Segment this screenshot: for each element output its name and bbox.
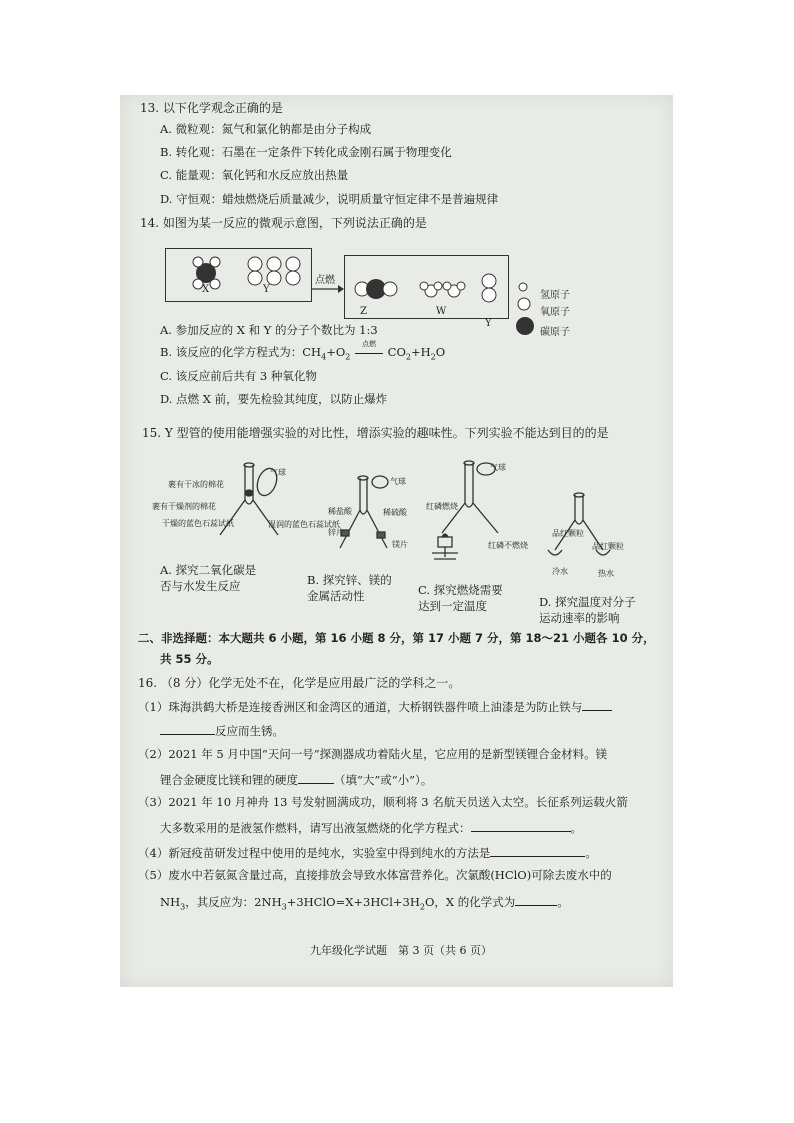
atom-legend-symbols [516, 282, 538, 338]
fig-d-caption-line1: D. 探究温度对分子 [539, 595, 636, 609]
label-w: W [436, 306, 447, 317]
q16-part2-line2: 锂合金硬度比镁和锂的硬度 （填“大”或“小”）。 [160, 773, 433, 787]
q13-option-a: A. 微粒观：氮气和氯化钠都是由分子构成 [160, 122, 372, 136]
q14-option-d: D. 点燃 X 前，要先检验其纯度，以防止爆炸 [160, 392, 388, 406]
q16-part1-blank-a[interactable] [582, 698, 612, 711]
q16-part1-line1: （1）珠海洪鹤大桥是连接香洲区和金湾区的通道，大桥钢铁器件喷上油漆是为防止铁与 [138, 698, 612, 715]
fig-a-label-balloon: 气球 [270, 468, 286, 477]
fig-c-label-balloon: 气球 [490, 463, 506, 472]
q16-part4-blank[interactable] [490, 844, 585, 857]
exam-page [120, 95, 673, 987]
reactants-molecules [165, 248, 310, 300]
legend-hydrogen: 氢原子 [540, 290, 570, 301]
q16-part2-line1: （2）2021 年 5 月中国“天问一号”探测器成功着陆火星，它应用的是新型镁锂合金材料。镁 [138, 747, 608, 761]
q15-stem: 15. Y 型管的使用能增强实验的对比性，增添实验的趣味性。下列实验不能达到目的的是 [142, 426, 609, 440]
reaction-arrow [312, 285, 344, 293]
q16-part3-blank[interactable] [471, 819, 571, 832]
section2-heading-line2: 共 55 分。 [160, 652, 219, 666]
arrow-condition: 点燃 [315, 275, 335, 286]
q13-stem: 13. 以下化学观念正确的是 [140, 101, 283, 115]
fig-d-label-dye-left: 品红颗粒 [552, 529, 584, 538]
fig-b-caption-line2: 金属活动性 [307, 589, 365, 603]
fig-b-caption-line1: B. 探究锌、镁的 [307, 573, 392, 587]
fig-a-caption-line1: A. 探究二氧化碳是 [160, 563, 257, 577]
page-footer: 九年级化学试题 第 3 页（共 6 页） [310, 944, 492, 957]
fig-c-label-not-burning: 红磷不燃烧 [488, 541, 528, 550]
fig-b-label-zinc: 锌片 [328, 528, 344, 537]
fig-a-label-wet-litmus: 湿润的蓝色石蕊试纸 [268, 520, 340, 529]
section2-heading-line1: 二、非选择题：本大题共 6 小题，第 16 小题 8 分，第 17 小题 7 分，第 18～21 小题各 10 分， [138, 631, 655, 645]
q16-part5-blank[interactable] [515, 893, 557, 906]
fig-b-label-h2so4: 稀硫酸 [383, 508, 407, 517]
fig-c-label-burning: 红磷燃烧 [426, 502, 458, 511]
fig-d-caption-line2: 运动速率的影响 [539, 611, 620, 625]
q14-stem: 14. 如图为某一反应的微观示意图，下列说法正确的是 [140, 216, 427, 230]
q16-part4: （4）新冠疫苗研发过程中使用的是纯水，实验室中得到纯水的方法是 。 [138, 846, 597, 860]
equation-condition: 点燃 [362, 340, 377, 348]
q16-part1-line2: 反应而生锈。 [160, 722, 284, 739]
q14-option-b: B. 该反应的化学方程式为：$CH_4+O_2$ 点燃 $CO_2+H_2O$ [160, 345, 445, 364]
legend-oxygen: 氧原子 [540, 307, 570, 318]
fig-d-label-hot: 热水 [598, 569, 614, 578]
fig-c-caption-line2: 达到一定温度 [418, 599, 487, 613]
fig-b-label-balloon: 气球 [390, 477, 406, 486]
label-y-right: Y [485, 318, 492, 329]
q16-part5-line2: $NH_3$，其反应为：$2NH_3+3HClO=X+3HCl+3H_2O$，X 的化学式为 。 [160, 895, 569, 912]
fig-a-label-dry-ice-cotton: 裹有干冰的棉花 [168, 480, 224, 489]
q16-part3-line1: （3）2021 年 10 月神舟 13 号发射圆满成功，顺利将 3 名航天员送入太空。长征系列运载火箭 [138, 795, 628, 809]
label-z: Z [360, 306, 367, 317]
q16-part5-line1: （5）废水中若氨氮含量过高，直接排放会导致水体富营养化。次氯酸(HClO)可除去废水中的 [138, 868, 612, 882]
q14-option-c: C. 该反应前后共有 3 种氧化物 [160, 369, 317, 383]
fig-b-label-mg: 镁片 [392, 540, 408, 549]
label-y-left: Y [263, 284, 270, 295]
q13-option-b: B. 转化观：石墨在一定条件下转化成金刚石属于物理变化 [160, 145, 452, 159]
fig-c-caption-line1: C. 探究燃烧需要 [418, 583, 503, 597]
fig-d-label-cold: 冷水 [552, 567, 568, 576]
q16-part2-blank[interactable] [298, 771, 334, 784]
q16-part1-blank-b[interactable] [160, 722, 215, 735]
q13-option-d: D. 守恒观：蜡烛燃烧后质量减少，说明质量守恒定律不是普遍规律 [160, 192, 499, 206]
label-x: X [202, 284, 210, 295]
fig-a-label-desiccant-cotton: 裹有干燥剂的棉花 [152, 502, 216, 511]
fig-b-label-hcl: 稀盐酸 [328, 507, 352, 516]
q16-stem: 16. （8 分）化学无处不在，化学是应用最广泛的学科之一。 [138, 676, 461, 690]
legend-carbon: 碳原子 [540, 327, 570, 338]
fig-d-label-dye-right: 品红颗粒 [592, 542, 624, 551]
fig-a-label-dry-litmus: 干燥的蓝色石蕊试纸 [162, 519, 234, 528]
products-molecules [344, 255, 507, 317]
q16-part3-line2: 大多数采用的是液氢作燃料，请写出液氢燃烧的化学方程式： 。 [160, 821, 582, 835]
q14-option-a: A. 参加反应的 X 和 Y 的分子个数比为 1:3 [160, 323, 378, 337]
fig-a-caption-line2: 否与水发生反应 [160, 579, 241, 593]
q13-option-c: C. 能量观：氧化钙和水反应放出热量 [160, 168, 349, 182]
